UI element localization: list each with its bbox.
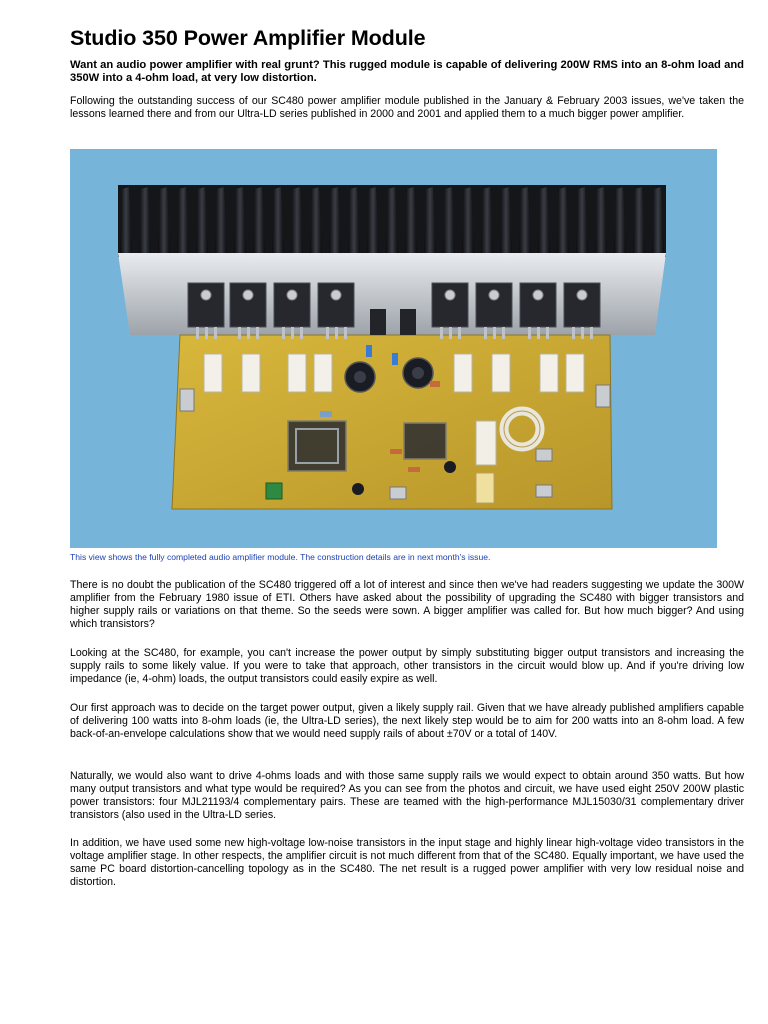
amplifier-illustration <box>70 149 717 548</box>
photo-caption: This view shows the fully completed audio amplifier module. The construction details are in next month's issue. <box>70 552 491 562</box>
amplifier-module-photo <box>70 149 717 548</box>
output-resistor <box>476 421 496 465</box>
body-paragraph-3: Our first approach was to decide on the target power output, given a likely supply rail. Given that we have already published amplifiers capable of delivering 100 watts into 8-ohm loads (ie, the Ultra-LD series), the next likely step would be to aim for 200 watts into an 8-ohm load. A few back-of-an-envelope calculations show that we would need supply rails of about ±70V or a total of 140V. <box>70 702 744 740</box>
body-paragraph-4: Naturally, we would also want to drive 4-ohms loads and with those same supply rails we would expect to obtain around 350 watts. But how many output transistors and what type would be required? As you can see from the photos and circuit, we have used eight 250V 200W plastic power transistors: four MJL21193/4 complementary pairs. These are teamed with the high-performance MJL15030/31 complementary driver transistors (also used in the Ultra-LD series. <box>70 770 744 821</box>
body-paragraph-1: There is no doubt the publication of the SC480 triggered off a lot of interest and since then we've had readers suggesting we update the 300W amplifier from the February 1980 issue of ETI. Others have asked about the possibility of upgrading the SC480 with bigger transistors and higher supply rails or variations on that theme. So the seeds were sown. A bigger amplifier was called for. But how much bigger? And using which transistors? <box>70 579 744 630</box>
article-title: Studio 350 Power Amplifier Module <box>70 26 426 50</box>
body-paragraph-2: Looking at the SC480, for example, you can't increase the power output by simply substituting bigger output transistors and increasing the supply rails to some likely value. If you were to take that approach, other transistors in the circuit would blow up. And if you're driving low impedance (ie, 4-ohm) loads, the output transistors could easily expire as well. <box>70 647 744 685</box>
output-capacitor <box>476 473 494 503</box>
body-paragraph-5: In addition, we have used some new high-voltage low-noise transistors in the input stage and highly linear high-voltage video transistors in the voltage amplifier stage. In other respects, the amplifier circuit is not much different from that of the SC480. Equally important, we have used the same PC board distortion-cancelling topology as in the SC480. The net result is a rugged power amplifier with very low residual noise and distortion. <box>70 837 744 888</box>
intro-paragraph: Following the outstanding success of our SC480 power amplifier module published in the January & February 2003 issues, we've taken the lessons learned there and from our Ultra-LD series published in 2000 and 2001 and applied them to a much bigger power amplifier. <box>70 95 744 120</box>
article-lead: Want an audio power amplifier with real grunt? This rugged module is capable of delivering 200W RMS into an 8-ohm load and 350W into a 4-ohm load, at very low distortion. <box>70 59 744 84</box>
